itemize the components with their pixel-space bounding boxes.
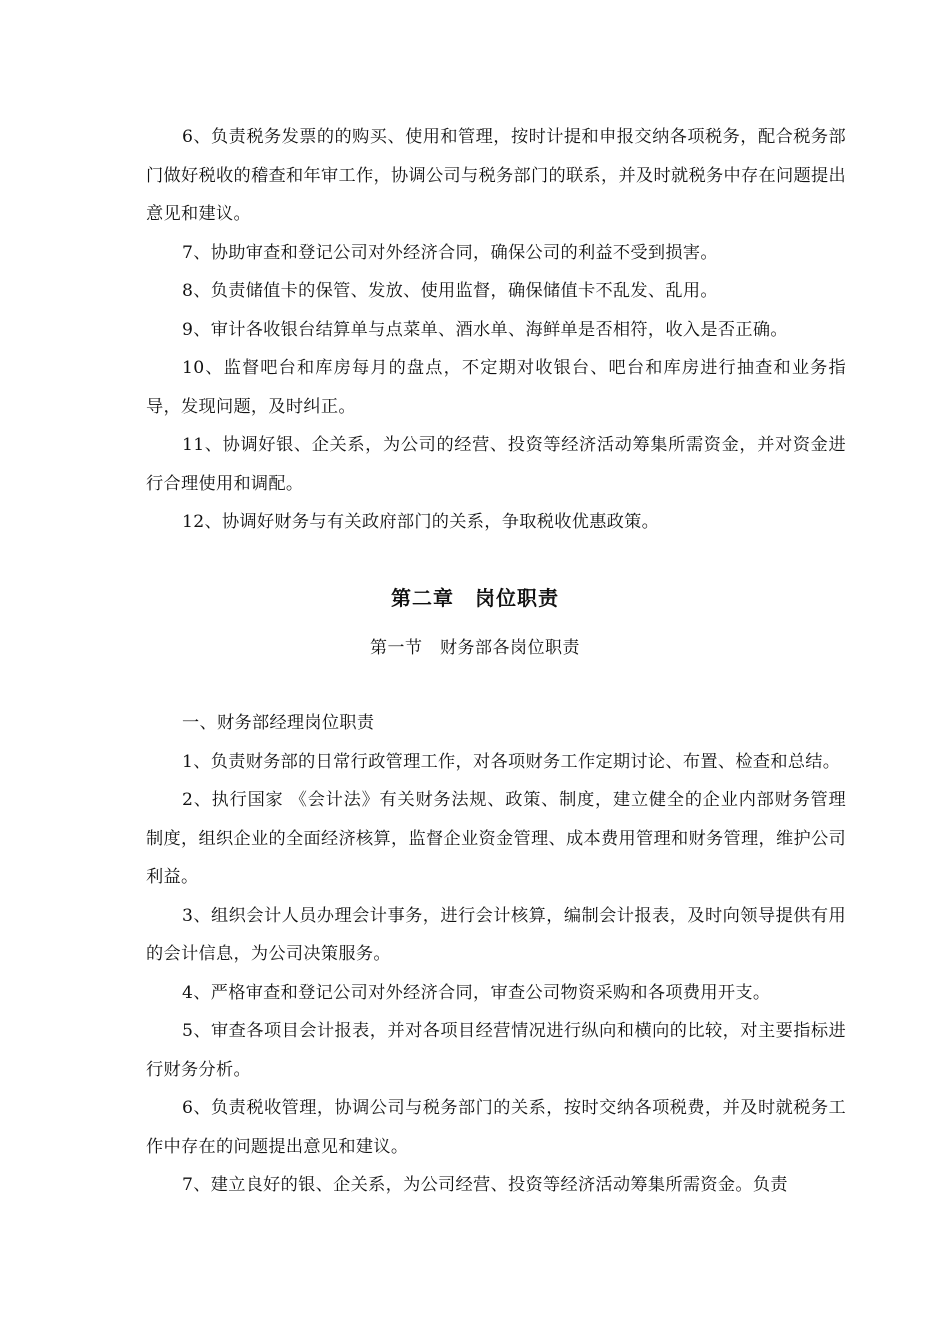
paragraph-item-12: 12、协调好财务与有关政府部门的关系，争取税收优惠政策。: [182, 512, 660, 532]
duty-item-2: 2、执行国家 《会计法》有关财务法规、政策、制度，建立健全的企业内部财务管理制度，组织企业的全面经济核算，监督企业资金管理、成本费用管理和财务管理，维护公司利益。: [146, 790, 846, 887]
duty-item-6: 6、负责税收管理，协调公司与税务部门的关系，按时交纳各项税费，并及时就税务工作中存在的问题提出意见和建议。: [146, 1098, 846, 1157]
chapter-title: 第二章 岗位职责: [391, 586, 559, 610]
paragraph-item-9: 9、审计各收银台结算单与点菜单、酒水单、海鲜单是否相符，收入是否正确。: [182, 319, 788, 340]
duty-item-7: 7、建立良好的银、企关系，为公司经营、投资等经济活动筹集所需资金。负责: [182, 1175, 788, 1195]
paragraph-item-8: 8、负责储值卡的保管、发放、使用监督，确保储值卡不乱发、乱用。: [182, 281, 718, 301]
section-title: 第一节 财务部各岗位职责: [370, 638, 580, 658]
top-paragraphs: [146, 118, 846, 542]
bottom-paragraphs: [146, 704, 846, 1205]
paragraph-item-6: 6、负责税务发票的的购买、使用和管理，按时计提和申报交纳各项税务，配合税务部门做好税收的稽查和年审工作，协调公司与税务部门的联系，并及时就税务中存在问题提出意见和建议。: [146, 127, 846, 224]
duty-item-3: 3、组织会计人员办理会计事务，进行会计核算，编制会计报表，及时向领导提供有用的会计信息，为公司决策服务。: [146, 905, 846, 964]
subsection-title: 一、财务部经理岗位职责: [182, 713, 375, 733]
paragraph-item-10: 10、监督吧台和库房每月的盘点，不定期对收银台、吧台和库房进行抽查和业务指导，发现问题，及时纠正。: [146, 358, 846, 417]
duty-item-1: 1、负责财务部的日常行政管理工作，对各项财务工作定期讨论、布置、检查和总结。: [182, 751, 841, 772]
duty-item-4: 4、严格审查和登记公司对外经济合同，审查公司物资采购和各项费用开支。: [182, 982, 771, 1003]
duty-item-5: 5、审查各项目会计报表，并对各项目经营情况进行纵向和横向的比较，对主要指标进行财务分析。: [146, 1021, 846, 1080]
paragraph-item-11: 11、协调好银、企关系，为公司的经营、投资等经济活动筹集所需资金，并对资金进行合理使用和调配。: [146, 435, 846, 494]
paragraph-item-7: 7、协助审查和登记公司对外经济合同，确保公司的利益不受到损害。: [182, 242, 718, 263]
